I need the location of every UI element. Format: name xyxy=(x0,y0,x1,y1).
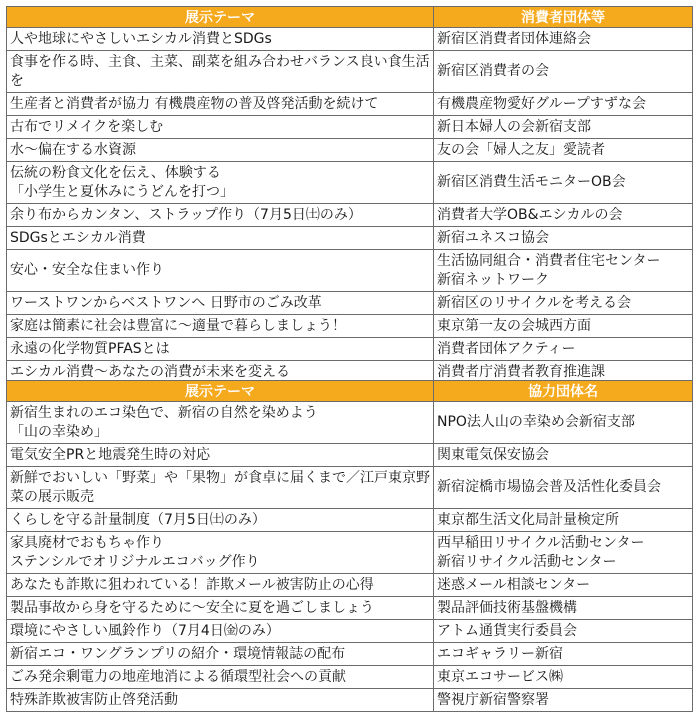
cell-line: 環境にやさしい風鈴作り（7月4日㈮のみ） xyxy=(10,622,280,639)
table-row xyxy=(7,509,693,532)
table-row xyxy=(7,28,693,51)
theme-cell xyxy=(7,93,434,116)
theme-cell xyxy=(7,250,434,292)
organization-cell xyxy=(434,666,693,689)
theme-cell xyxy=(7,28,434,51)
table-header-row xyxy=(7,381,693,402)
theme-cell xyxy=(7,139,434,162)
cell-line: エシカル消費～あなたの消費が未来を変える xyxy=(10,363,290,380)
cell-line: 東京都生活文化局計量検定所 xyxy=(437,511,619,528)
cell-line: 消費者庁消費者教育推進課 xyxy=(437,363,605,380)
cell-line: 伝統の粉食文化を伝え、体験する xyxy=(10,164,221,181)
theme-cell xyxy=(7,51,434,93)
theme-cell xyxy=(7,116,434,139)
cell-line: アトム通貨実行委員会 xyxy=(437,622,577,639)
header-groups: 消費者団体等 xyxy=(434,7,693,28)
organization-cell xyxy=(434,93,693,116)
organization-cell xyxy=(434,338,693,361)
header-theme: 展示テーマ xyxy=(7,7,434,28)
theme-cell xyxy=(7,204,434,227)
cell-line: 製品事故から身を守るために～安全に夏を過ごしましょう xyxy=(10,599,374,616)
cell-line: 新宿リサイクル活動センター xyxy=(437,553,617,570)
organization-cell xyxy=(434,509,693,532)
table-row xyxy=(7,204,693,227)
theme-cell xyxy=(7,162,434,204)
cell-line: 新宿区消費者団体連絡会 xyxy=(437,30,591,47)
cell-line: 新宿淀橋市場協会普及活性化委員会 xyxy=(437,479,661,495)
theme-cell xyxy=(7,292,434,315)
table-row xyxy=(7,227,693,250)
cell-line: 新宿ユネスコ協会 xyxy=(437,229,549,246)
organization-cell xyxy=(434,116,693,139)
theme-cell xyxy=(7,315,434,338)
table-row xyxy=(7,402,693,444)
table-row xyxy=(7,643,693,666)
table-row xyxy=(7,250,693,292)
cell-line: 消費者団体アクティー xyxy=(437,340,576,357)
theme-cell xyxy=(7,402,434,444)
theme-cell xyxy=(7,467,434,509)
organization-cell xyxy=(434,532,693,574)
organization-cell xyxy=(434,204,693,227)
cell-line: 食事を作る時、主食、主菜、副菜を組み合わせバランス良い食生活を xyxy=(10,53,430,89)
theme-cell xyxy=(7,666,434,689)
table-body xyxy=(7,28,693,384)
table-row xyxy=(7,689,693,712)
table-row xyxy=(7,139,693,162)
cell-line: 「山の幸染め」 xyxy=(10,423,108,440)
cell-line: 余り布からカンタン、ストラップ作り（7月5日㈯のみ） xyxy=(10,206,362,223)
cell-line: 新宿ネットワーク xyxy=(437,271,549,288)
header-cooperating-groups: 協力団体名 xyxy=(434,381,693,402)
cell-line: くらしを守る計量制度（7月5日㈯のみ） xyxy=(10,511,266,528)
cell-line: 新宿区消費者の会 xyxy=(437,63,549,79)
cell-line: 「小学生と夏休みにうどんを打つ」 xyxy=(10,183,234,200)
cell-line: 生産者と消費者が協力 有機農産物の普及啓発活動を続けて xyxy=(10,95,379,112)
header-theme: 展示テーマ xyxy=(7,381,434,402)
cell-line: 新日本婦人の会新宿支部 xyxy=(437,118,591,135)
table-row xyxy=(7,620,693,643)
cell-line: 製品評価技術基盤機構 xyxy=(437,599,577,616)
cell-line: 東京第一友の会城西方面 xyxy=(437,317,591,334)
organization-cell xyxy=(434,689,693,712)
theme-cell xyxy=(7,574,434,597)
cell-line: あなたも詐欺に狙われている！詐欺メール被害防止の心得 xyxy=(10,576,374,593)
cell-line: NPO法人山の幸染め会新宿支部 xyxy=(437,414,635,430)
cell-line: 人や地球にやさしいエシカル消費とSDGs xyxy=(10,30,272,47)
theme-cell xyxy=(7,338,434,361)
organization-cell xyxy=(434,597,693,620)
organization-cell xyxy=(434,51,693,93)
cell-line: 生活協同組合・消費者住宅センター xyxy=(437,252,661,269)
table-row xyxy=(7,532,693,574)
cell-line: 友の会「婦人之友」愛読者 xyxy=(437,141,605,158)
cell-line: 消費者大学OB&エシカルの会 xyxy=(437,206,623,223)
cell-line: ごみ発余剰電力の地産地消による循環型社会への貢献 xyxy=(10,668,346,685)
table-row xyxy=(7,597,693,620)
table-header-row xyxy=(7,7,693,28)
theme-cell xyxy=(7,597,434,620)
cell-line: ワーストワンからベストワンへ 日野市のごみ改革 xyxy=(10,294,322,311)
organization-cell xyxy=(434,292,693,315)
organization-cell xyxy=(434,643,693,666)
theme-cell xyxy=(7,689,434,712)
theme-cell xyxy=(7,444,434,467)
organization-cell xyxy=(434,250,693,292)
table-row xyxy=(7,162,693,204)
cell-line: 永遠の化学物質PFASとは xyxy=(10,340,170,357)
cell-line: SDGsとエシカル消費 xyxy=(10,229,146,246)
cell-line: 東京エコサービス㈱ xyxy=(437,668,563,685)
cell-line: 安心・安全な住まい作り xyxy=(10,262,164,278)
table-row xyxy=(7,51,693,93)
organization-cell xyxy=(434,315,693,338)
theme-cell xyxy=(7,227,434,250)
table-row xyxy=(7,338,693,361)
table-row xyxy=(7,666,693,689)
cell-line: 新宿区消費生活モニターOB会 xyxy=(437,174,626,190)
cell-line: 新宿区のリサイクルを考える会 xyxy=(437,294,632,311)
cell-line: 特殊詐欺被害防止啓発活動 xyxy=(10,691,178,708)
cell-line: 古布でリメイクを楽しむ xyxy=(10,118,164,135)
consumer-groups-table xyxy=(6,6,693,384)
organization-cell xyxy=(434,28,693,51)
organization-cell xyxy=(434,139,693,162)
cell-line: 水～偏在する水資源 xyxy=(10,141,136,158)
organization-cell xyxy=(434,467,693,509)
cell-line: 新宿生まれのエコ染色で、新宿の自然を染めよう xyxy=(10,404,318,421)
cell-line: 家庭は簡素に社会は豊富に～適量で暮らしましょう！ xyxy=(10,317,346,334)
theme-cell xyxy=(7,620,434,643)
organization-cell xyxy=(434,620,693,643)
cell-line: エコギャラリー新宿 xyxy=(437,645,563,662)
cell-line: 警視庁新宿警察署 xyxy=(437,691,549,708)
table-row xyxy=(7,292,693,315)
theme-cell xyxy=(7,643,434,666)
organization-cell xyxy=(434,227,693,250)
cooperating-groups-table xyxy=(6,380,693,712)
cell-line: 家具廃材でおもちゃ作り xyxy=(10,534,164,551)
table-row xyxy=(7,116,693,139)
cell-line: 西早稲田リサイクル活動センター xyxy=(437,534,645,551)
table-row xyxy=(7,93,693,116)
organization-cell xyxy=(434,402,693,444)
table-row xyxy=(7,315,693,338)
cell-line: 有機農産物愛好グループすずな会 xyxy=(437,95,647,112)
cell-line: 迷惑メール相談センター xyxy=(437,576,591,593)
theme-cell xyxy=(7,509,434,532)
cell-line: 新鮮でおいしい「野菜」や「果物」が食卓に届くまで／江戸東京野菜の展示販売 xyxy=(10,469,430,505)
cell-line: 電気安全PRと地震発生時の対応 xyxy=(10,446,211,463)
cell-line: 新宿エコ・ワングランプリの紹介・環境情報誌の配布 xyxy=(10,645,346,662)
cell-line: ステンシルでオリジナルエコバッグ作り xyxy=(10,553,260,570)
table-row xyxy=(7,574,693,597)
organization-cell xyxy=(434,162,693,204)
cell-line: 関東電気保安協会 xyxy=(437,446,549,463)
table-row xyxy=(7,444,693,467)
organization-cell xyxy=(434,444,693,467)
table-body xyxy=(7,402,693,712)
theme-cell xyxy=(7,532,434,574)
organization-cell xyxy=(434,574,693,597)
table-row xyxy=(7,467,693,509)
